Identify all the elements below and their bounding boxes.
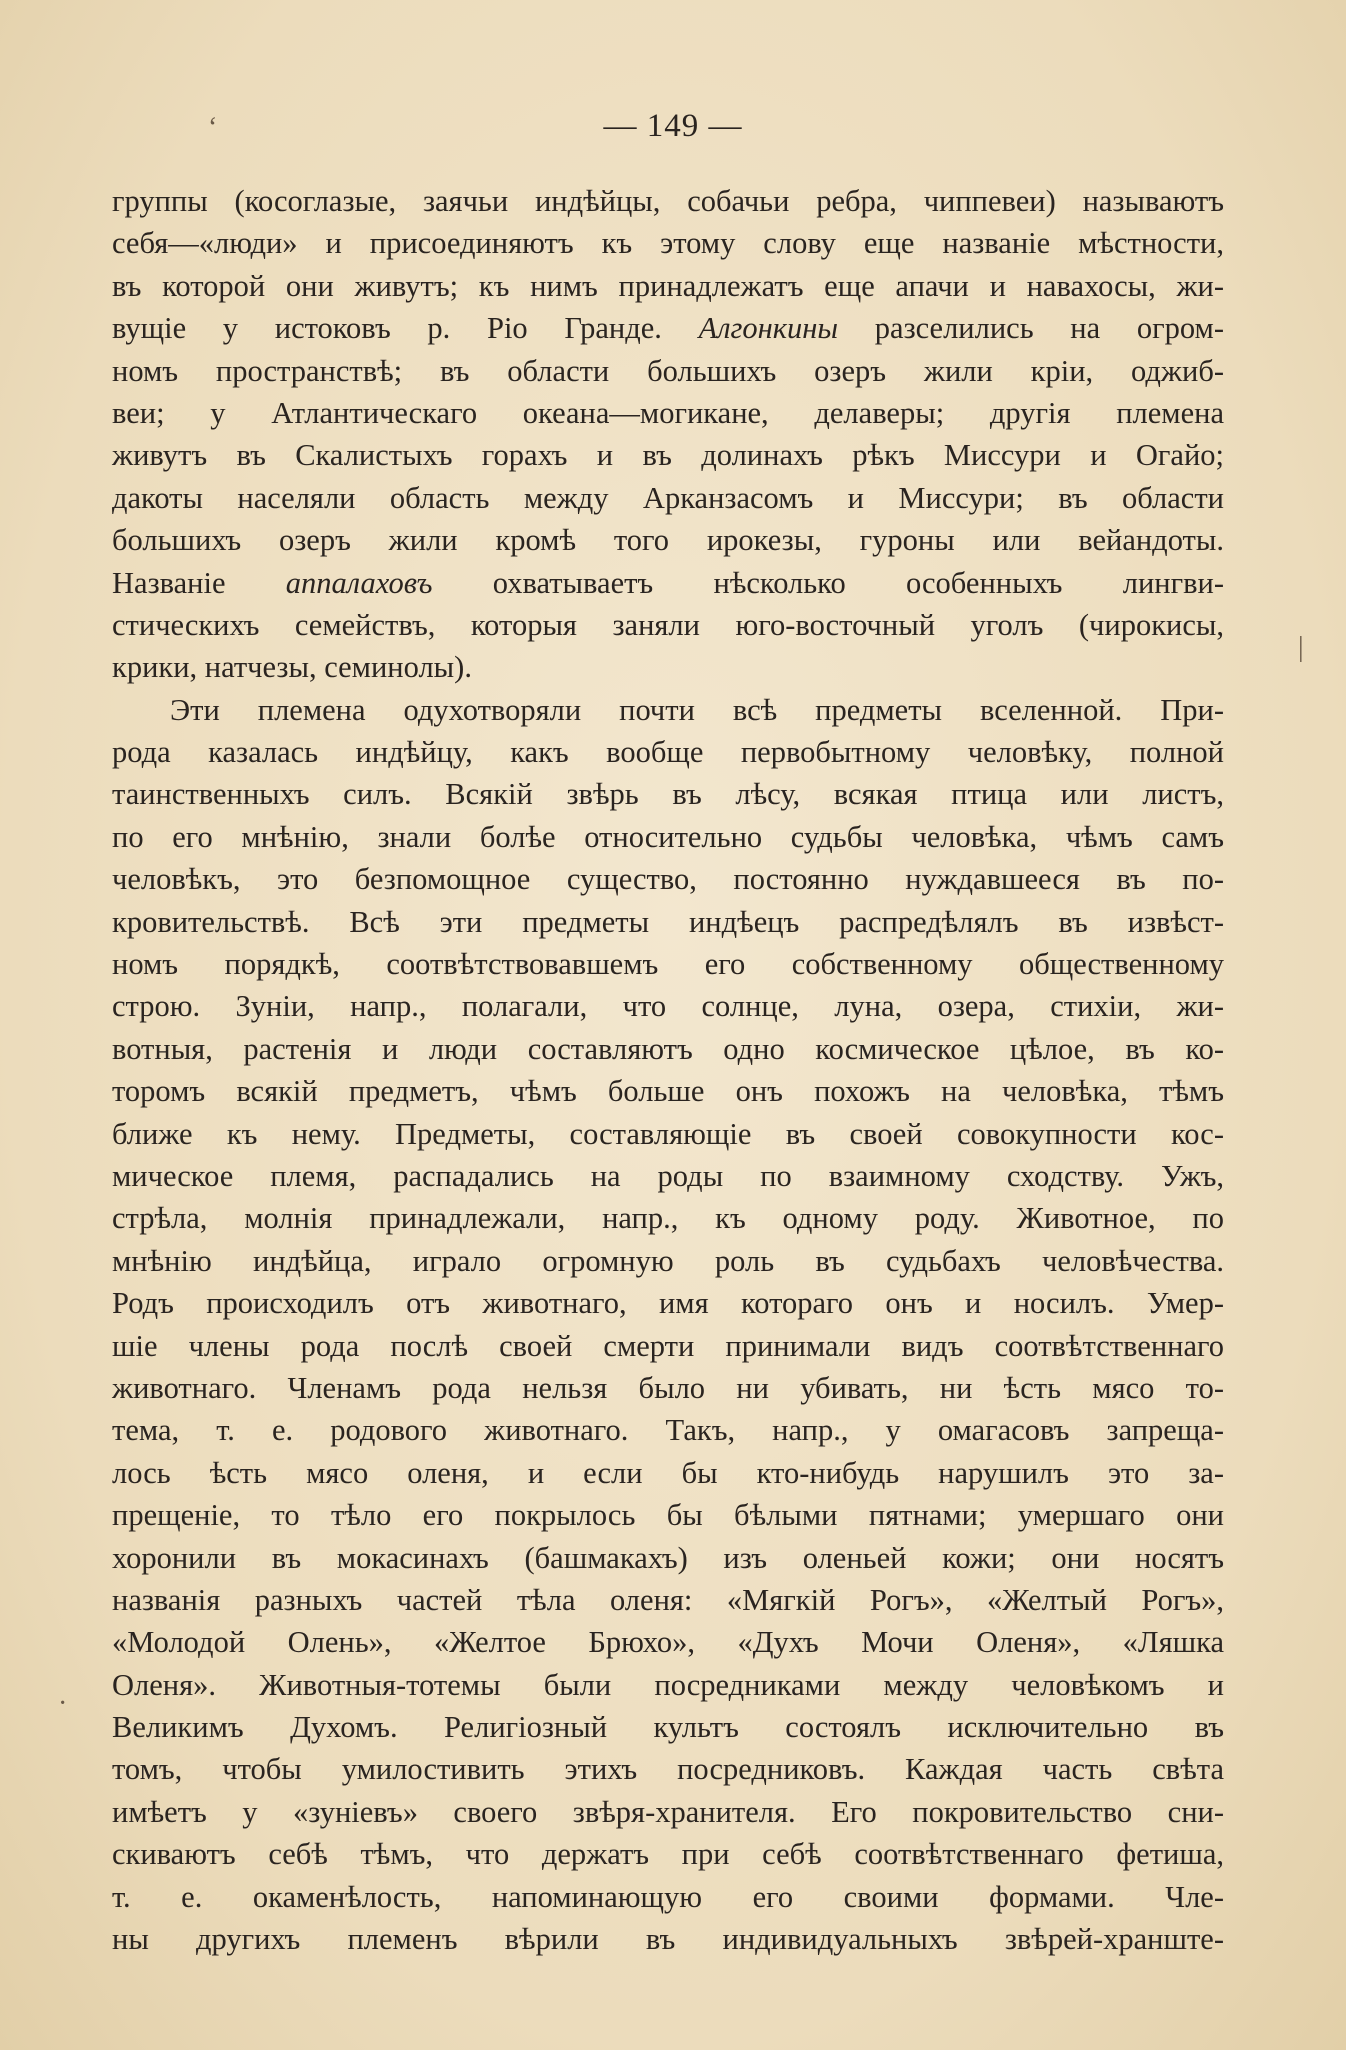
- line-text: кровительствѣ. Всѣ эти предметы индѣецъ распредѣлялъ въ извѣст-: [112, 904, 1224, 939]
- text-line: [112, 689, 1224, 731]
- text-line: [112, 604, 1224, 646]
- line-text: строю. Зуніи, напр., полагали, что солнце, луна, озера, стихіи, жи-: [112, 989, 1224, 1024]
- line-text: дакоты населяли область между Арканзасомъ и Миссури; въ области: [112, 480, 1224, 515]
- text-line: [112, 519, 1224, 561]
- line-text: шіе члены рода послѣ своей смерти принимали видъ соотвѣтственнаго: [112, 1328, 1224, 1363]
- text-line: [112, 265, 1224, 307]
- line-text: Великимъ Духомъ. Религіозный культъ состоялъ исключительно въ: [112, 1710, 1224, 1745]
- line-text: себя—«люди» и присоединяютъ къ этому слову еще названіе мѣстности,: [112, 226, 1224, 261]
- line-text: номъ порядкѣ, соотвѣтствовавшемъ его собственному общественному: [112, 947, 1224, 982]
- text-line: [112, 1579, 1224, 1621]
- line-text: Названіе: [112, 565, 286, 600]
- text-line: [112, 180, 1224, 222]
- text-line: [112, 1748, 1224, 1790]
- text-line: [112, 1155, 1224, 1197]
- text-line: [112, 1918, 1224, 1960]
- line-text: тема, т. е. родового животнаго. Такъ, напр., у омагасовъ запреща-: [112, 1413, 1224, 1448]
- text-line: [112, 1409, 1224, 1451]
- text-line: [112, 985, 1224, 1027]
- margin-dot-left: ·: [58, 1688, 68, 1719]
- text-line: [112, 1791, 1224, 1833]
- line-text: разселились на огром-: [838, 311, 1224, 346]
- line-text: номъ пространствѣ; въ области большихъ озеръ жили кріи, оджиб-: [112, 353, 1224, 388]
- text-line: [112, 943, 1224, 985]
- text-line: [112, 1452, 1224, 1494]
- line-text: стрѣла, молнія принадлежали, напр., къ одному роду. Животное, по: [112, 1201, 1224, 1236]
- text-line: [112, 1113, 1224, 1155]
- text-line: [112, 434, 1224, 476]
- margin-tick-right: |: [1298, 632, 1304, 663]
- line-text: ны другихъ племенъ вѣрили въ индивидуальныхъ звѣрей-хранште-: [112, 1922, 1224, 1957]
- text-line: [112, 1664, 1224, 1706]
- text-line: [112, 1537, 1224, 1579]
- text-line: [112, 646, 1224, 688]
- line-text: рода казалась индѣйцу, какъ вообще первобытному человѣку, полной: [112, 735, 1224, 770]
- page-number: — 149 —: [603, 108, 743, 144]
- text-line: [112, 773, 1224, 815]
- line-text: торомъ всякій предметъ, чѣмъ больше онъ похожъ на человѣка, тѣмъ: [112, 1074, 1224, 1109]
- line-text: лось ѣсть мясо оленя, и если бы кто-нибудь нарушилъ это за-: [112, 1455, 1224, 1490]
- text-line: [112, 392, 1224, 434]
- line-text: названія разныхъ частей тѣла оленя: «Мягкій Рогъ», «Желтый Рогъ»,: [112, 1582, 1224, 1617]
- line-text: въ которой они живутъ; къ нимъ принадлежатъ еще апачи и навахосы, жи-: [112, 268, 1224, 303]
- text-line: [112, 1325, 1224, 1367]
- text-line: [112, 901, 1224, 943]
- line-text: мическое племя, распадались на роды по взаимному сходству. Ужъ,: [112, 1158, 1224, 1193]
- text-line: [112, 477, 1224, 519]
- line-text: охватываетъ нѣсколько особенныхъ лингви-: [432, 565, 1225, 600]
- text-line: [112, 1070, 1224, 1112]
- line-text: хоронили въ мокасинахъ (башмакахъ) изъ оленьей кожи; они носятъ: [112, 1540, 1224, 1575]
- line-text: по его мнѣнію, знали болѣе относительно судьбы человѣка, чѣмъ самъ: [112, 819, 1224, 854]
- line-text: большихъ озеръ жили кромѣ того ирокезы, гуроны или вейандоты.: [112, 523, 1224, 558]
- italic-term: Алгонкины: [698, 311, 839, 346]
- line-text: таинственныхъ силъ. Всякій звѣрь въ лѣсу, всякая птица или листъ,: [112, 777, 1224, 812]
- text-line: [112, 307, 1224, 349]
- text-line: [112, 350, 1224, 392]
- line-text: ближе къ нему. Предметы, составляющіе въ своей совокупности кос-: [112, 1116, 1224, 1151]
- margin-tick-top: ‘: [208, 112, 218, 143]
- text-line: [112, 1197, 1224, 1239]
- line-text: имѣетъ у «зуніевъ» своего звѣря-хранителя. Его покровительство сни-: [112, 1794, 1224, 1829]
- line-text: группы (косоглазые, заячьи индѣйцы, собачьи ребра, чиппевеи) называютъ: [112, 184, 1224, 218]
- text-line: [112, 816, 1224, 858]
- line-text: т. е. окаменѣлость, напоминающую его своими формами. Чле-: [112, 1879, 1224, 1914]
- text-line: [112, 1833, 1224, 1875]
- line-text: крики, натчезы, семинолы).: [112, 650, 472, 685]
- line-text: стическихъ семействъ, которыя заняли юго-восточный уголъ (чирокисы,: [112, 607, 1224, 642]
- line-text: Эти племена одухотворяли почти всѣ предметы вселенной. При-: [170, 692, 1224, 727]
- text-line: [112, 562, 1224, 604]
- text-line: [112, 222, 1224, 264]
- text-line: [112, 1282, 1224, 1324]
- line-text: вотныя, растенія и люди составляютъ одно космическое цѣлое, въ ко-: [112, 1031, 1224, 1066]
- line-text: Оленя». Животныя-тотемы были посредниками между человѣкомъ и: [112, 1667, 1224, 1702]
- line-text: скиваютъ себѣ тѣмъ, что держатъ при себѣ соотвѣтственнаго фетиша,: [112, 1837, 1224, 1872]
- text-line: [112, 1876, 1224, 1918]
- line-text: веи; у Атлантическаго океана—могикане, делаверы; другія племена: [112, 395, 1224, 430]
- line-text: «Молодой Олень», «Желтое Брюхо», «Духъ Мочи Оленя», «Ляшка: [112, 1625, 1224, 1660]
- text-line: [112, 1367, 1224, 1409]
- body-text: [112, 180, 1224, 1960]
- italic-term: аппалаховъ: [285, 565, 433, 600]
- text-line: [112, 858, 1224, 900]
- text-line: [112, 1028, 1224, 1070]
- line-text: прещеніе, то тѣло его покрылось бы бѣлыми пятнами; умершаго они: [112, 1498, 1224, 1533]
- line-text: живутъ въ Скалистыхъ горахъ и въ долинахъ рѣкъ Миссури и Огайо;: [112, 438, 1224, 473]
- line-text: вущіе у истоковъ р. Ріо Гранде.: [112, 311, 699, 346]
- text-line: [112, 731, 1224, 773]
- line-text: животнаго. Членамъ рода нельзя было ни убивать, ни ѣсть мясо то-: [112, 1370, 1224, 1405]
- text-line: [112, 1494, 1224, 1536]
- line-text: томъ, чтобы умилостивить этихъ посредниковъ. Каждая часть свѣта: [112, 1752, 1224, 1787]
- text-line: [112, 1706, 1224, 1748]
- line-text: Родъ происходилъ отъ животнаго, имя котораго онъ и носилъ. Умер-: [112, 1286, 1224, 1321]
- line-text: человѣкъ, это безпомощное существо, постоянно нуждавшееся въ по-: [112, 862, 1224, 897]
- text-line: [112, 1621, 1224, 1663]
- text-line: [112, 1240, 1224, 1282]
- line-text: мнѣнію индѣйца, играло огромную роль въ судьбахъ человѣчества.: [112, 1243, 1224, 1278]
